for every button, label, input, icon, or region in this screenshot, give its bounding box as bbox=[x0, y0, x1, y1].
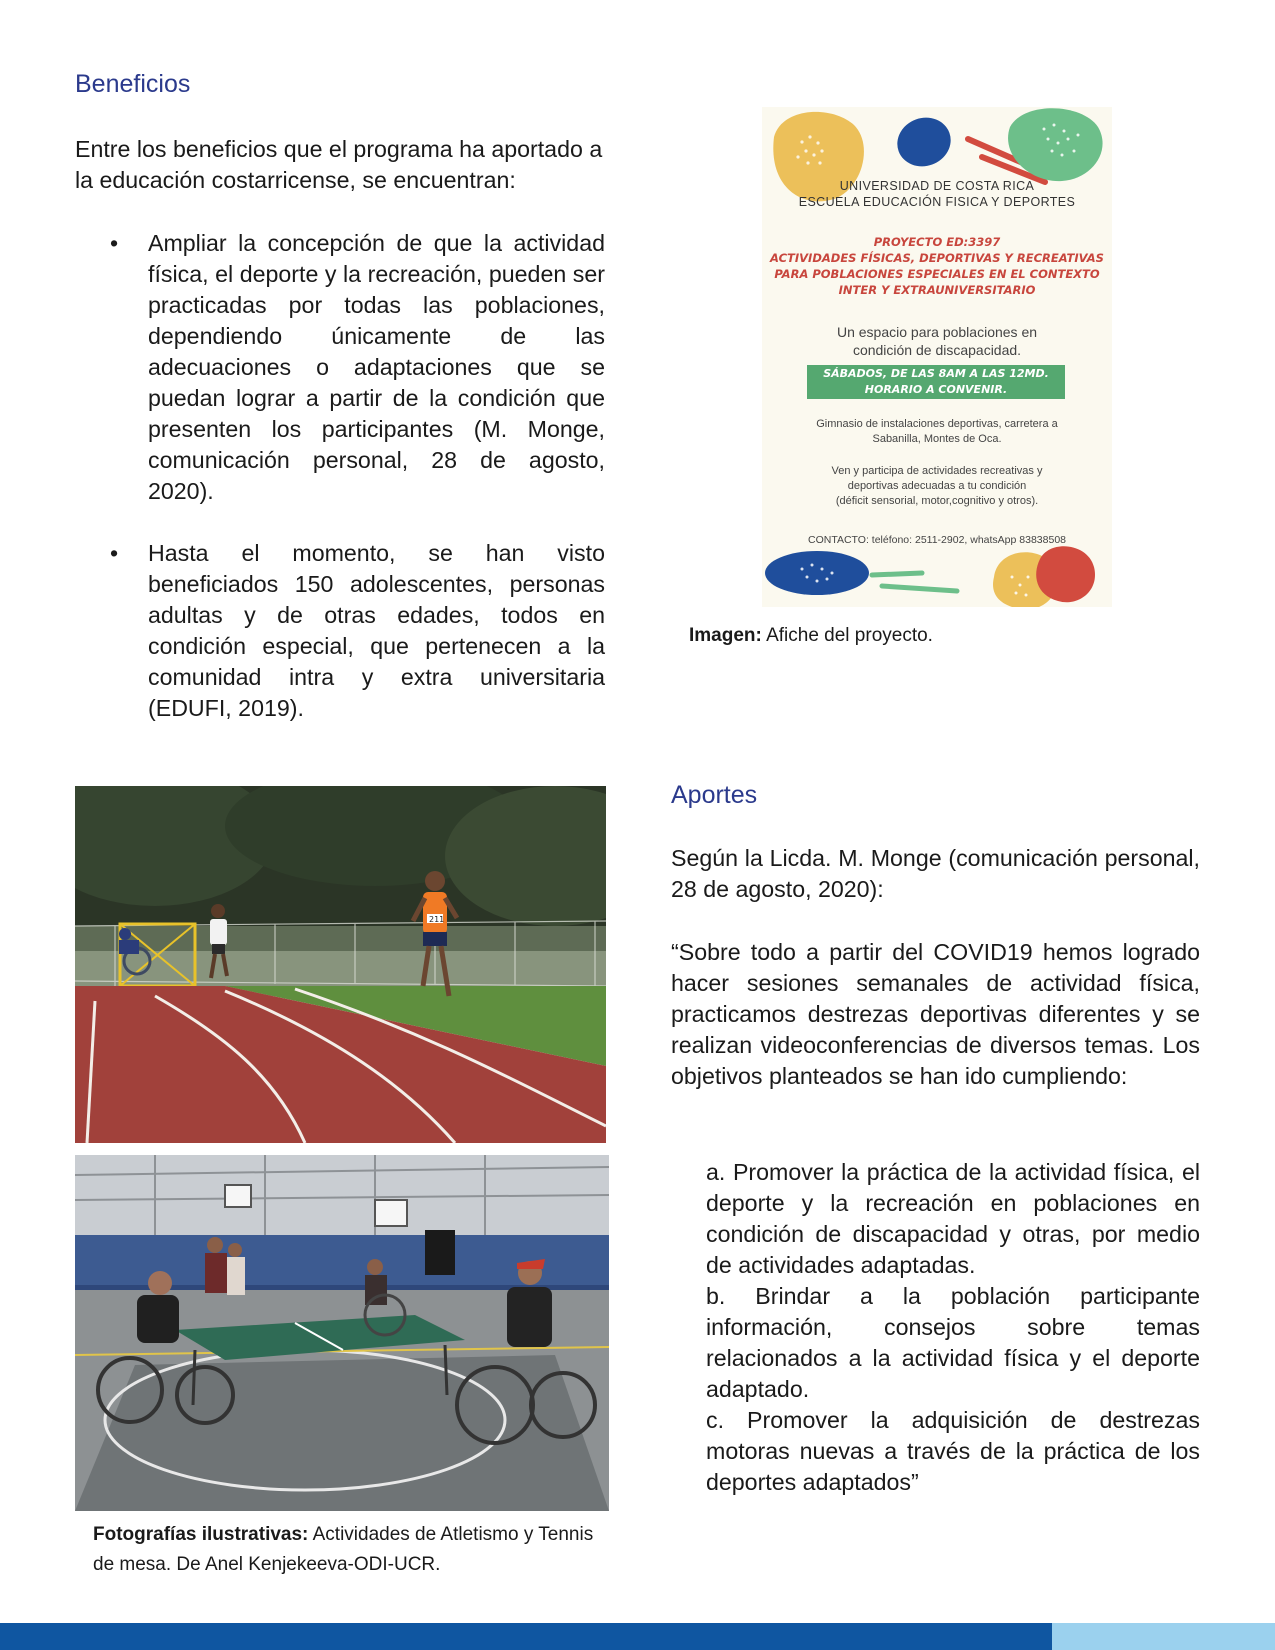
poster-schedule-line: HORARIO A CONVENIR. bbox=[864, 383, 1008, 396]
photos-caption: Fotografías ilustrativas: Actividades de Atletismo y Tennis de mesa. De Anel Kenjekeeva-ODI-UCR. bbox=[93, 1524, 594, 1575]
objectives-list bbox=[706, 1157, 1200, 1498]
poster-project-line: INTER Y EXTRAUNIVERSITARIO bbox=[838, 283, 1036, 297]
poster-schedule-box bbox=[807, 365, 1065, 399]
poster-space-line: condición de discapacidad. bbox=[852, 342, 1022, 358]
poster-caption: Imagen: Afiche del proyecto. bbox=[689, 625, 933, 646]
poster-location-line: Sabanilla, Montes de Oca. bbox=[872, 433, 1002, 445]
bullet-icon: • bbox=[110, 230, 119, 256]
list-item: a. Promover la práctica de la actividad física, el deporte y la recreación en poblaciones en condición de discapacidad y otras, por medio de actividades adaptadas. bbox=[706, 1159, 1200, 1278]
poster-invite-line: (déficit sensorial, motor,cognitivo y otros). bbox=[835, 495, 1039, 507]
footer-bar-light bbox=[1052, 1623, 1275, 1650]
aportes-heading: Aportes bbox=[671, 781, 758, 809]
poster-schedule-line: SÁBADOS, DE LAS 8AM A LAS 12MD. bbox=[823, 367, 1049, 380]
table-tennis-photo bbox=[75, 1155, 609, 1511]
project-poster bbox=[762, 107, 1112, 607]
beneficios-heading: Beneficios bbox=[75, 70, 191, 98]
poster-project-line: PROYECTO ED:3397 bbox=[873, 235, 1001, 249]
aportes-quote: “Sobre todo a partir del COVID19 hemos logrado hacer sesiones semanales de actividad física, practicamos destrezas deportivas diferentes y se realizan videoconferencias de diversos temas. Los objetivos planteados se han ido cumpliendo: bbox=[671, 939, 1200, 1089]
bullet-icon: • bbox=[110, 540, 119, 566]
runner-bib: 211 bbox=[429, 915, 445, 924]
poster-space-line: Un espacio para poblaciones en bbox=[836, 324, 1038, 340]
poster-school: ESCUELA EDUCACIÓN FISICA Y DEPORTES bbox=[798, 195, 1076, 209]
poster-university: UNIVERSIDAD DE COSTA RICA bbox=[839, 179, 1035, 193]
list-item: • Hasta el momento, se han visto beneficiados 150 adolescentes, personas adultas y de otras edades, todos en condición especial, que pertenecen a la comunidad intra y extra universitaria (EDUFI, 2019). bbox=[110, 540, 605, 721]
footer-bar-dark bbox=[0, 1623, 1052, 1650]
beneficios-intro: Entre los beneficios que el programa ha aportado a la educación costarricense, se encuentran: bbox=[75, 136, 603, 193]
poster-invite-line: Ven y participa de actividades recreativas y bbox=[831, 465, 1043, 477]
beneficios-list bbox=[75, 228, 605, 755]
poster-location-line: Gimnasio de instalaciones deportivas, carretera a bbox=[816, 418, 1058, 430]
aportes-intro: Según la Licda. M. Monge (comunicación personal, 28 de agosto, 2020): bbox=[671, 845, 1200, 902]
list-item: c. Promover la adquisición de destrezas motoras nuevas a través de la práctica de los deportes adaptados” bbox=[706, 1407, 1200, 1495]
poster-invite-line: deportivas adecuadas a tu condición bbox=[847, 480, 1027, 492]
poster-project-line: ACTIVIDADES FÍSICAS, DEPORTIVAS Y RECREATIVAS bbox=[770, 251, 1104, 265]
poster-project-line: PARA POBLACIONES ESPECIALES EN EL CONTEXTO bbox=[774, 267, 1100, 281]
poster-contact: CONTACTO: teléfono: 2511-2902, whatsApp 83838508 bbox=[808, 534, 1066, 546]
athletics-photo bbox=[75, 786, 606, 1143]
list-item: • Ampliar la concepción de que la actividad física, el deporte y la recreación, pueden ser practicadas por todas las poblaciones, dependiendo únicamente de las adecuaciones o adaptaciones que se puedan lograr a partir de la condición que presenten los participantes (M. Monge, comunicación personal, 28 de agosto, 2020). bbox=[110, 230, 605, 504]
list-item: b. Brindar a la población participante información, consejos sobre temas relacionados a la actividad física y el deporte adaptado. bbox=[706, 1283, 1200, 1402]
